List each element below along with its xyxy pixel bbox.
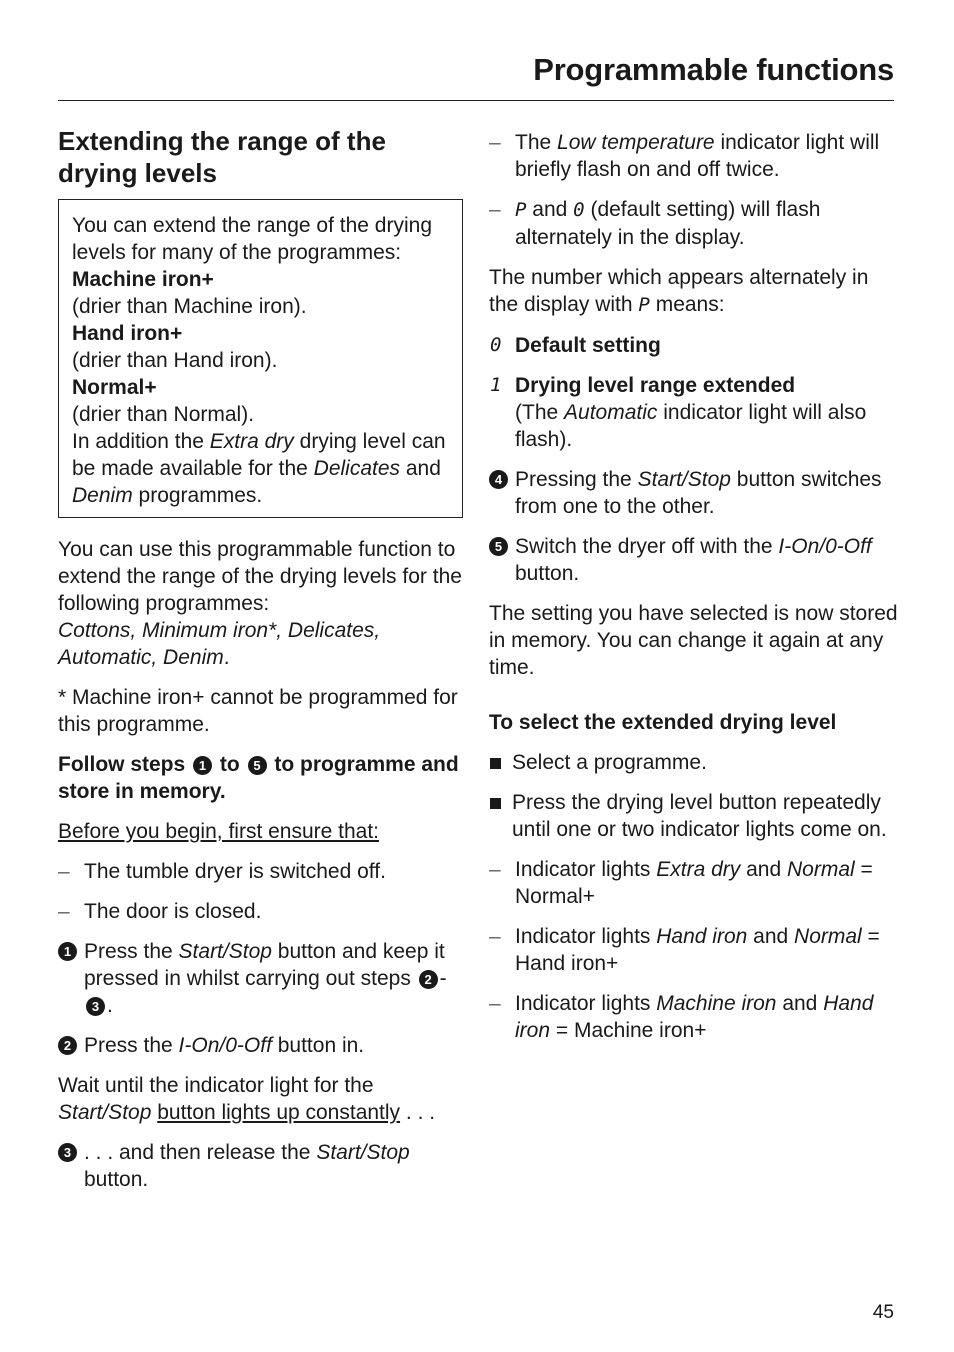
definition-label: Drying level range extended xyxy=(515,374,796,397)
before-begin: Before you begin, first ensure that: xyxy=(58,820,380,843)
button-name: I-On/0-Off xyxy=(178,1034,272,1057)
text-run: (default setting) will flash alternately in the display. xyxy=(515,198,821,249)
button-name: Start/Stop xyxy=(178,940,272,963)
step-2 xyxy=(58,1032,463,1059)
term-denim: Denim xyxy=(72,484,133,507)
definition-label: Default setting xyxy=(515,334,661,357)
text-run: Indicator lights xyxy=(515,925,657,948)
text-run: = Machine iron+ xyxy=(550,1019,707,1042)
level-name: Normal+ xyxy=(72,376,157,399)
step-3 xyxy=(58,1139,463,1193)
info-box xyxy=(58,199,463,518)
page-number: 45 xyxy=(872,1302,894,1323)
step-number-icon: 1 xyxy=(58,942,77,961)
step-number-icon: 3 xyxy=(58,1143,77,1162)
underlined-text: button lights up constantly xyxy=(157,1101,401,1124)
text-run: button and keep it pressed in whilst carrying out steps xyxy=(84,940,445,990)
indicator-name: Normal xyxy=(787,858,855,881)
text-run: and xyxy=(740,858,787,881)
button-name: Start/Stop xyxy=(58,1101,152,1124)
term-delicates: Delicates xyxy=(313,457,401,480)
right-column xyxy=(489,129,899,1057)
text-run: button. xyxy=(515,562,580,585)
indicator-name: Hand iron xyxy=(515,992,874,1042)
text-run: drying level can be made available for the xyxy=(72,430,446,480)
indicator-name: Normal xyxy=(794,925,862,948)
level-description: (drier than Normal). xyxy=(72,403,255,426)
combo-item xyxy=(489,856,899,910)
text-run: Follow steps xyxy=(58,753,192,776)
text-run: button. xyxy=(84,1168,149,1191)
display-symbol: 0 xyxy=(490,334,502,356)
text-run: Pressing the xyxy=(515,468,638,491)
term-automatic: Automatic xyxy=(564,401,658,424)
text-run: and xyxy=(400,457,441,480)
text-run: . xyxy=(223,646,230,669)
indicator-name: Extra dry xyxy=(656,858,741,881)
dash-item xyxy=(489,196,899,251)
level-description: (drier than Machine iron). xyxy=(72,295,307,318)
footnote: * Machine iron+ cannot be programmed for this programme. xyxy=(58,686,458,736)
button-name: Start/Stop xyxy=(637,468,731,491)
term-low-temperature: Low temperature xyxy=(557,131,715,154)
text-run: In addition the xyxy=(72,430,210,453)
step-number-icon: 5 xyxy=(248,756,267,775)
text-run: indicator light will also flash). xyxy=(515,401,867,451)
text-run: to xyxy=(214,753,246,776)
text-run: means: xyxy=(649,293,725,316)
wait-paragraph xyxy=(58,1072,463,1126)
text-run: . . . and then release the xyxy=(84,1141,317,1164)
number-paragraph xyxy=(489,264,899,319)
display-symbol: P xyxy=(515,199,527,221)
follow-steps-heading xyxy=(58,751,463,805)
text-run: Indicator lights xyxy=(515,992,657,1015)
extra-dry-note xyxy=(72,428,450,509)
term-extra-dry: Extra dry xyxy=(209,430,294,453)
text-run: - xyxy=(439,967,447,990)
display-symbol: 0 xyxy=(573,199,585,221)
level-name: Hand iron+ xyxy=(72,322,183,345)
button-name: I-On/0-Off xyxy=(778,535,872,558)
info-box-intro: You can extend the range of the drying levels for many of the programmes: xyxy=(72,214,432,264)
text-run: button switches from one to the other. xyxy=(515,468,882,518)
text-run: and xyxy=(776,992,824,1015)
text-run: Wait until the indicator light for the xyxy=(58,1074,374,1097)
text-run: = Normal+ xyxy=(515,858,873,908)
step-number-icon: 2 xyxy=(419,970,438,989)
page-title: Programmable functions xyxy=(533,52,894,87)
definition-default xyxy=(489,332,899,359)
text-run: = Hand iron+ xyxy=(515,925,880,975)
step-1 xyxy=(58,938,463,1019)
text-run: indicator light will briefly flash on and off twice. xyxy=(515,131,880,181)
combo-item xyxy=(489,990,899,1044)
text-run: programmes. xyxy=(132,484,263,507)
text-run: . . . xyxy=(400,1101,436,1124)
display-symbol: P xyxy=(638,294,650,316)
text-run: Press the xyxy=(84,1034,179,1057)
text-run: button in. xyxy=(271,1034,365,1057)
indicator-name: Hand iron xyxy=(656,925,748,948)
step-number-icon: 5 xyxy=(489,537,508,556)
stored-paragraph: The setting you have selected is now stored in memory. You can change it again at any time. xyxy=(489,602,898,679)
text-run: Indicator lights xyxy=(515,858,657,881)
text-run: to programme and store in memory. xyxy=(58,753,459,803)
text-run: The number which appears alternately in the display with xyxy=(489,266,869,316)
section-title: Extending the range of the drying levels xyxy=(58,126,386,188)
bullet-item: Select a programme. xyxy=(489,749,899,776)
combo-item xyxy=(489,923,899,977)
dash-item xyxy=(489,129,899,183)
text-run: The xyxy=(515,131,558,154)
step-number-icon: 4 xyxy=(489,470,508,489)
text-run: . xyxy=(107,994,113,1017)
step-number-icon: 3 xyxy=(86,997,105,1016)
left-column xyxy=(58,125,463,1206)
text-run: (The xyxy=(515,401,565,424)
step-number-icon: 2 xyxy=(58,1036,77,1055)
level-name: Machine iron+ xyxy=(72,268,214,291)
step-5 xyxy=(489,533,899,587)
subheading: To select the extended drying level xyxy=(489,711,837,734)
text-run: and xyxy=(747,925,795,948)
check-item: – The tumble dryer is switched off. xyxy=(58,858,463,885)
header-divider xyxy=(58,100,894,101)
button-name: Start/Stop xyxy=(316,1141,410,1164)
text-run: and xyxy=(526,198,574,221)
step-4 xyxy=(489,466,899,520)
display-symbol: 1 xyxy=(490,374,502,396)
text-run: Press the xyxy=(84,940,179,963)
level-description: (drier than Hand iron). xyxy=(72,349,278,372)
definition-extended xyxy=(489,372,899,453)
text-run: Switch the dryer off with the xyxy=(515,535,779,558)
indicator-name: Machine iron xyxy=(656,992,777,1015)
text-run: You can use this programmable function to extend the range of the drying levels for the following programmes: xyxy=(58,538,462,615)
programme-list: Cottons, Minimum iron*, Delicates, Automatic, Denim xyxy=(58,619,381,669)
step-number-icon: 1 xyxy=(193,756,212,775)
use-paragraph xyxy=(58,536,463,671)
check-item: – The door is closed. xyxy=(58,898,463,925)
bullet-item: Press the drying level button repeatedly until one or two indicator lights come on. xyxy=(489,789,899,843)
